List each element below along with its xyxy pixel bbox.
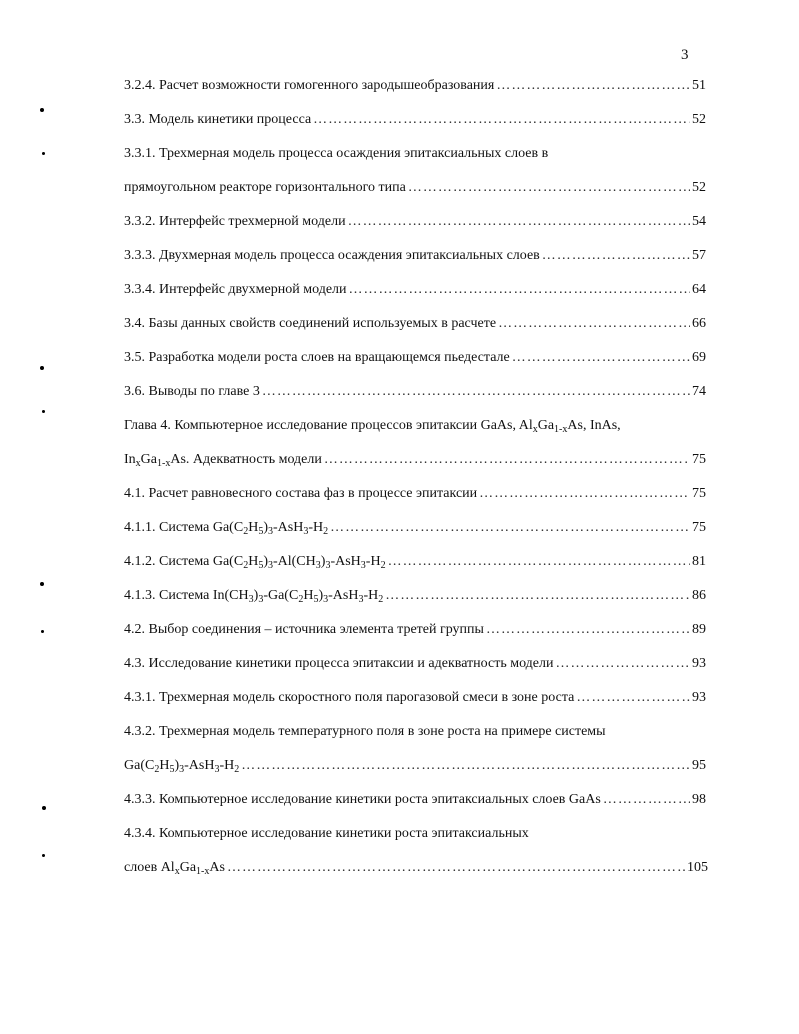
title-segment: Ga <box>537 418 555 433</box>
title-segment: ) <box>320 554 326 569</box>
title-segment: 4.1.1. Система Ga(C <box>124 520 244 535</box>
subscript: x <box>532 424 538 435</box>
toc-entry-page: 64 <box>692 282 706 297</box>
toc-entry-page: 81 <box>692 554 706 569</box>
toc-entry-page: 105 <box>687 860 708 875</box>
dot-leader <box>262 382 690 402</box>
title-segment: Глава 4. Компьютерное исследование процессов эпитаксии GaAs, Al <box>124 418 533 433</box>
title-segment: -H <box>363 588 379 603</box>
scan-speck <box>40 582 44 586</box>
title-segment: ) <box>253 588 259 603</box>
toc-entry-page: 52 <box>692 112 706 127</box>
toc-entry <box>124 382 706 402</box>
toc-entry <box>124 280 706 300</box>
toc-entry-title: прямоугольном реакторе горизонтального типа <box>124 180 406 195</box>
toc-entry-title <box>124 416 621 436</box>
toc-entry-page: 75 <box>692 486 706 501</box>
toc-entry <box>124 178 706 198</box>
toc-entry-page: 51 <box>692 78 706 93</box>
dot-leader <box>479 484 690 504</box>
subscript: 3 <box>315 560 321 571</box>
subscript: 2 <box>234 764 240 775</box>
subscript: 1-x <box>554 424 568 435</box>
toc-entry <box>124 348 706 368</box>
toc-entry <box>124 76 706 96</box>
subscript: 5 <box>169 764 175 775</box>
scan-speck <box>42 152 45 155</box>
dot-leader <box>576 688 690 708</box>
subscript: 5 <box>258 560 264 571</box>
subscript: 3 <box>248 594 254 605</box>
title-segment: As <box>209 860 225 875</box>
title-segment: H <box>159 758 170 773</box>
toc-entry-page: 93 <box>692 690 706 705</box>
title-segment: -Ga(C <box>263 588 299 603</box>
dot-leader <box>330 518 690 538</box>
toc-entry-page: 52 <box>692 180 706 195</box>
toc-entry <box>124 246 706 266</box>
toc-entry-title <box>124 450 322 470</box>
toc-entry-page: 66 <box>692 316 706 331</box>
title-segment: Ga <box>140 452 157 467</box>
toc-entry-page: 69 <box>692 350 706 365</box>
toc-entry <box>124 756 706 776</box>
title-segment: слоев Al <box>124 860 175 875</box>
title-segment: H <box>303 588 314 603</box>
toc-entry <box>124 314 706 334</box>
title-segment: In <box>124 452 136 467</box>
dot-leader <box>313 110 690 130</box>
scan-speck <box>42 806 46 810</box>
title-segment: H <box>248 554 259 569</box>
subscript: 3 <box>358 594 364 605</box>
subscript: 2 <box>243 526 249 537</box>
toc-entry <box>124 586 706 606</box>
toc-entry-title: 3.3.1. Трехмерная модель процесса осаждения эпитаксиальных слоев в <box>124 146 549 161</box>
dot-leader <box>241 756 690 776</box>
toc-entry-page: 75 <box>692 452 706 467</box>
scan-speck <box>40 108 44 112</box>
subscript: 2 <box>243 560 249 571</box>
subscript: 5 <box>258 526 264 537</box>
title-segment: -AsH <box>184 758 215 773</box>
scan-speck <box>40 366 44 370</box>
toc-entry-page: 75 <box>692 520 706 535</box>
toc-entry-title: 3.3.4. Интерфейс двухмерной модели <box>124 282 347 297</box>
toc-entry-page: 95 <box>692 758 706 773</box>
toc-entry-title: 3.3.2. Интерфейс трехмерной модели <box>124 214 346 229</box>
dot-leader <box>385 586 690 606</box>
toc-entry <box>124 450 706 470</box>
toc-entry <box>124 654 706 674</box>
subscript: 3 <box>179 764 185 775</box>
subscript: 3 <box>303 526 309 537</box>
title-segment: ) <box>263 554 268 569</box>
subscript: 1-x <box>157 458 171 469</box>
dot-leader <box>486 620 690 640</box>
subscript: 2 <box>378 594 384 605</box>
subscript: 2 <box>323 526 329 537</box>
subscript: 3 <box>325 560 331 571</box>
scan-speck <box>42 410 45 413</box>
toc-entry-page: 54 <box>692 214 706 229</box>
dot-leader <box>496 76 690 96</box>
toc-entry <box>124 824 529 844</box>
toc-entry-title <box>124 858 225 878</box>
title-segment: -H <box>219 758 235 773</box>
toc-entry-title: 4.3.4. Компьютерное исследование кинетики роста эпитаксиальных <box>124 826 529 841</box>
subscript: 3 <box>267 560 273 571</box>
subscript: 3 <box>360 560 366 571</box>
dot-leader <box>388 552 690 572</box>
subscript: 3 <box>258 594 264 605</box>
title-segment: As. Адекватность модели <box>170 452 322 467</box>
toc-entry <box>124 144 548 164</box>
toc-entry <box>124 620 706 640</box>
toc-entry-title: 3.4. Базы данных свойств соединений используемых в расчете <box>124 316 497 331</box>
title-segment: Ga(C <box>124 758 155 773</box>
subscript: 1-x <box>196 866 210 877</box>
toc-entry <box>124 790 706 810</box>
toc-entry-page: 86 <box>692 588 706 603</box>
subscript: 2 <box>380 560 386 571</box>
title-segment: H <box>248 520 259 535</box>
subscript: 2 <box>298 594 304 605</box>
toc-entry <box>124 552 706 572</box>
toc-entry-title: 4.1. Расчет равновесного состава фаз в процессе эпитаксии <box>124 486 478 501</box>
toc-entry-page: 74 <box>692 384 706 399</box>
title-segment: ) <box>174 758 180 773</box>
title-segment: -H <box>308 520 324 535</box>
toc-entry-title <box>124 586 383 606</box>
scan-speck <box>41 630 44 633</box>
toc-entry <box>124 722 606 742</box>
subscript: 2 <box>154 764 160 775</box>
title-segment: -AsH <box>330 554 361 569</box>
toc-entry <box>124 416 621 436</box>
toc-entry <box>124 212 706 232</box>
toc-entry-title: 3.3.3. Двухмерная модель процесса осаждения эпитаксиальных слоев <box>124 248 540 263</box>
toc-entry <box>124 484 706 504</box>
title-segment: -H <box>365 554 381 569</box>
title-segment: Ga <box>179 860 197 875</box>
dot-leader <box>498 314 690 334</box>
toc-entry-title: 3.5. Разработка модели роста слоев на вращающемся пьедестале <box>124 350 510 365</box>
title-segment: As, InAs, <box>567 418 621 433</box>
toc-entry-page: 89 <box>692 622 706 637</box>
dot-leader <box>512 348 690 368</box>
title-segment: -Al(CH <box>272 554 316 569</box>
toc-entry <box>124 688 706 708</box>
toc-entry <box>124 858 708 878</box>
dot-leader <box>349 280 690 300</box>
toc-entry-page: 57 <box>692 248 706 263</box>
scan-speck <box>42 854 45 857</box>
title-segment: 4.1.3. Система In(CH <box>124 588 249 603</box>
title-segment: -AsH <box>328 588 359 603</box>
dot-leader <box>348 212 690 232</box>
subscript: 3 <box>323 594 329 605</box>
toc-entry-title: 4.3.1. Трехмерная модель скоростного поля парогазовой смеси в зоне роста <box>124 690 575 705</box>
toc-entry-title: 4.3. Исследование кинетики процесса эпитаксии и адекватность модели <box>124 656 554 671</box>
subscript: 5 <box>313 594 319 605</box>
dot-leader <box>408 178 690 198</box>
toc-entry-page: 98 <box>692 792 706 807</box>
subscript: 3 <box>214 764 220 775</box>
title-segment: -AsH <box>272 520 304 535</box>
subscript: 3 <box>267 526 273 537</box>
toc-entry-title: 3.3. Модель кинетики процесса <box>124 112 312 127</box>
toc-entry-title: 3.2.4. Расчет возможности гомогенного зародышеобразования <box>124 78 495 93</box>
toc-entry <box>124 110 706 130</box>
page-number: 3 <box>681 47 689 63</box>
dot-leader <box>603 790 690 810</box>
toc-entry-title: 3.6. Выводы по главе 3 <box>124 384 260 399</box>
dot-leader <box>227 858 685 878</box>
dot-leader <box>324 450 690 470</box>
dot-leader <box>542 246 690 266</box>
toc-entry-title: 4.2. Выбор соединения – источника элемента третей группы <box>124 622 484 637</box>
title-segment: ) <box>263 520 268 535</box>
dot-leader <box>556 654 691 674</box>
toc-entry-title: 4.3.2. Трехмерная модель температурного поля в зоне роста на примере системы <box>124 724 606 739</box>
toc-entry-title <box>124 518 328 538</box>
subscript: x <box>174 866 180 877</box>
title-segment: ) <box>318 588 324 603</box>
toc-entry-title <box>124 552 386 572</box>
toc-entry <box>124 518 706 538</box>
toc-entry-title <box>124 756 239 776</box>
title-segment: 4.1.2. Система Ga(C <box>124 554 244 569</box>
toc-entry-title: 4.3.3. Компьютерное исследование кинетики роста эпитаксиальных слоев GaAs <box>124 792 601 807</box>
toc-entry-page: 93 <box>692 656 706 671</box>
subscript: x <box>135 458 141 469</box>
